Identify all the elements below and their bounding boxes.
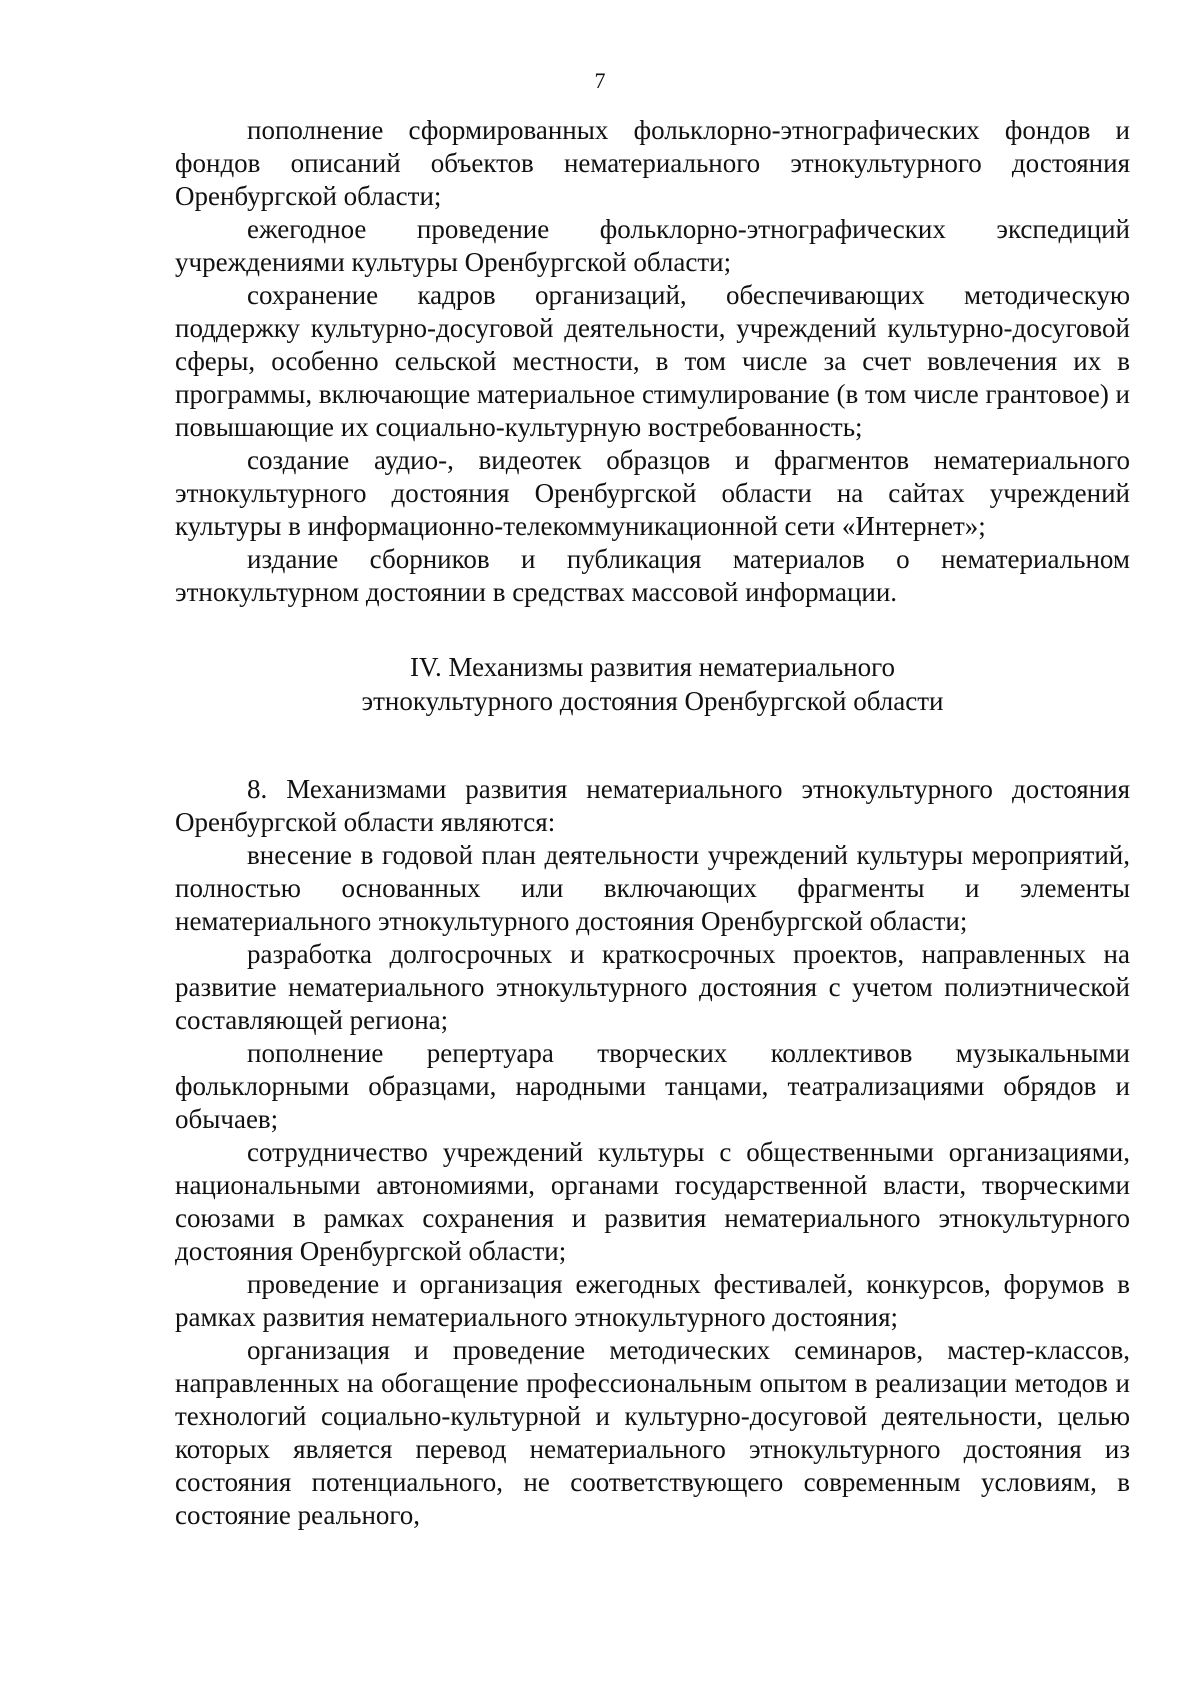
paragraph: сотрудничество учреждений культуры с общественными организациями, национальными автономиями, органами государственной власти, творческими союзами в рамках сохранения и развития нематериального этнокультурного достояния Оренбургской области; bbox=[175, 1137, 1130, 1266]
section-heading bbox=[175, 650, 1130, 718]
numbered-paragraph: 8. Механизмами развития нематериального этнокультурного достояния Оренбургской области являются: bbox=[175, 774, 1130, 837]
paragraph: ежегодное проведение фольклорно-этнографических экспедиций учреждениями культуры Оренбургской области; bbox=[175, 214, 1130, 277]
section-heading-line: этнокультурного достояния Оренбургской области bbox=[361, 686, 944, 716]
paragraph: разработка долгосрочных и краткосрочных проектов, направленных на развитие нематериального этнокультурного достояния с учетом полиэтнической составляющей региона; bbox=[175, 939, 1130, 1035]
paragraph: издание сборников и публикация материалов о нематериальном этнокультурном достоянии в средствах массовой информации. bbox=[175, 544, 1130, 607]
paragraph: пополнение репертуара творческих коллективов музыкальными фольклорными образцами, народными танцами, театрализациями обрядов и обычаев; bbox=[175, 1038, 1130, 1134]
paragraph: пополнение сформированных фольклорно-этнографических фондов и фондов описаний объектов нематериального этнокультурного достояния Оренбургской области; bbox=[175, 115, 1130, 211]
paragraph: создание аудио-, видеотек образцов и фрагментов нематериального этнокультурного достояния Оренбургской области на сайтах учреждений культуры в информационно-телекоммуникационной сети «Интернет»; bbox=[175, 445, 1130, 541]
page-number: 7 bbox=[594, 68, 606, 93]
paragraph: внесение в годовой план деятельности учреждений культуры мероприятий, полностью основанных или включающих фрагменты и элементы нематериального этнокультурного достояния Оренбургской области; bbox=[175, 840, 1130, 936]
paragraph: сохранение кадров организаций, обеспечивающих методическую поддержку культурно-досуговой деятельности, учреждений культурно-досуговой сферы, особенно сельской местности, в том числе за счет вовлечения их в программы, включающие материальное стимулирование (в том числе грантовое) и повышающие их социально-культурную востребованность; bbox=[175, 280, 1131, 442]
section-heading-line: IV. Механизмы развития нематериального bbox=[409, 652, 896, 682]
document-body bbox=[175, 114, 1130, 1532]
paragraph: проведение и организация ежегодных фестивалей, конкурсов, форумов в рамках развития нематериального этнокультурного достояния; bbox=[175, 1269, 1130, 1332]
paragraph: организация и проведение методических семинаров, мастер-классов, направленных на обогащение профессиональным опытом в реализации методов и технологий социально-культурной и культурно-досуговой деятельности, целью которых является перевод нематериального этнокультурного достояния из состояния потенциального, не соответствующего современным условиям, в состояние реального, bbox=[175, 1335, 1130, 1530]
